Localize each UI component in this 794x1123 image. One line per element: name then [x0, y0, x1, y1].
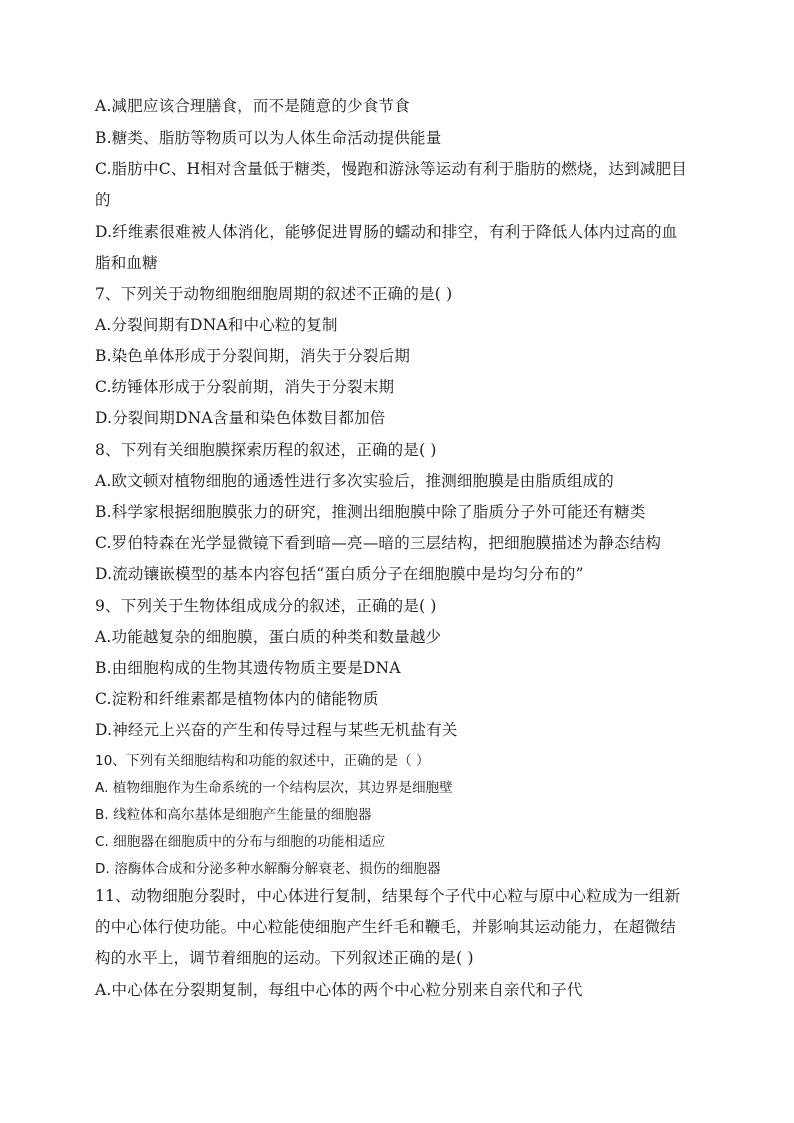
- option-10a: A. 植物细胞作为生命系统的一个结构层次，其边界是细胞壁: [95, 780, 453, 796]
- option-8a: A.欧文顿对植物细胞的通透性进行多次实验后，推测细胞膜是由脂质组成的: [95, 472, 614, 490]
- question-10: 10、下列有关细胞结构和功能的叙述中，正确的是（ ）: [95, 753, 430, 769]
- option-8c: C.罗伯特森在光学显微镜下看到暗—亮—暗的三层结构，把细胞膜描述为静态结构: [95, 534, 662, 552]
- question-9: 9、下列关于生物体组成成分的叙述，正确的是( ): [95, 597, 437, 615]
- option-10d: D. 溶酶体合成和分泌多种水解酶分解衰老、损伤的细胞器: [95, 861, 441, 877]
- option-6a: A.减肥应该合理膳食，而不是随意的少食节食: [95, 97, 410, 115]
- option-7c: C.纺锤体形成于分裂前期，消失于分裂末期: [95, 378, 395, 396]
- option-9d: D.神经元上兴奋的产生和传导过程与某些无机盐有关: [95, 721, 458, 739]
- option-9a: A.功能越复杂的细胞膜，蛋白质的种类和数量越少: [95, 628, 442, 646]
- question-8: 8、下列有关细胞膜探索历程的叙述，正确的是( ): [95, 441, 437, 459]
- option-8b: B.科学家根据细胞膜张力的研究，推测出细胞膜中除了脂质分子外可能还有糖类: [95, 503, 646, 521]
- question-11-line3: 构的水平上，调节着细胞的运动。下列叙述正确的是( ): [95, 949, 474, 967]
- option-6b: B.糖类、脂肪等物质可以为人体生命活动提供能量: [95, 129, 442, 147]
- question-7: 7、下列关于动物细胞细胞周期的叙述不正确的是( ): [95, 285, 453, 303]
- option-8d: D.流动镶嵌模型的基本内容包括“蛋白质分子在细胞膜中是均匀分布的”: [95, 565, 584, 583]
- option-6d-line2: 脂和血糖: [95, 254, 158, 272]
- option-11a: A.中心体在分裂期复制，每组中心体的两个中心粒分别来自亲代和子代: [95, 981, 583, 999]
- option-6c-line1: C.脂肪中C、H相对含量低于糖类，慢跑和游泳等运动有利于脂肪的燃烧，达到减肥目: [95, 160, 687, 178]
- option-7d: D.分裂间期DNA含量和染色体数目都加倍: [95, 409, 386, 427]
- option-10b: B. 线粒体和高尔基体是细胞产生能量的细胞器: [95, 807, 372, 823]
- option-6d-line1: D.纤维素很难被人体消化，能够促进胃肠的蠕动和排空，有利于降低人体内过高的血: [95, 223, 678, 241]
- question-11-line1: 11、动物细胞分裂时，中心体进行复制，结果每个子代中心粒与原中心粒成为一组新: [95, 887, 681, 905]
- option-7a: A.分裂间期有DNA和中心粒的复制: [95, 316, 338, 334]
- option-9c: C.淀粉和纤维素都是植物体内的储能物质: [95, 690, 379, 708]
- option-7b: B.染色单体形成于分裂间期，消失于分裂后期: [95, 347, 411, 365]
- option-10c: C. 细胞器在细胞质中的分布与细胞的功能相适应: [95, 834, 386, 850]
- option-9b: B.由细胞构成的生物其遗传物质主要是DNA: [95, 659, 401, 677]
- option-6c-line2: 的: [95, 191, 111, 209]
- question-11-line2: 的中心体行使功能。中心粒能使细胞产生纤毛和鞭毛，并影响其运动能力，在超微结: [95, 918, 676, 936]
